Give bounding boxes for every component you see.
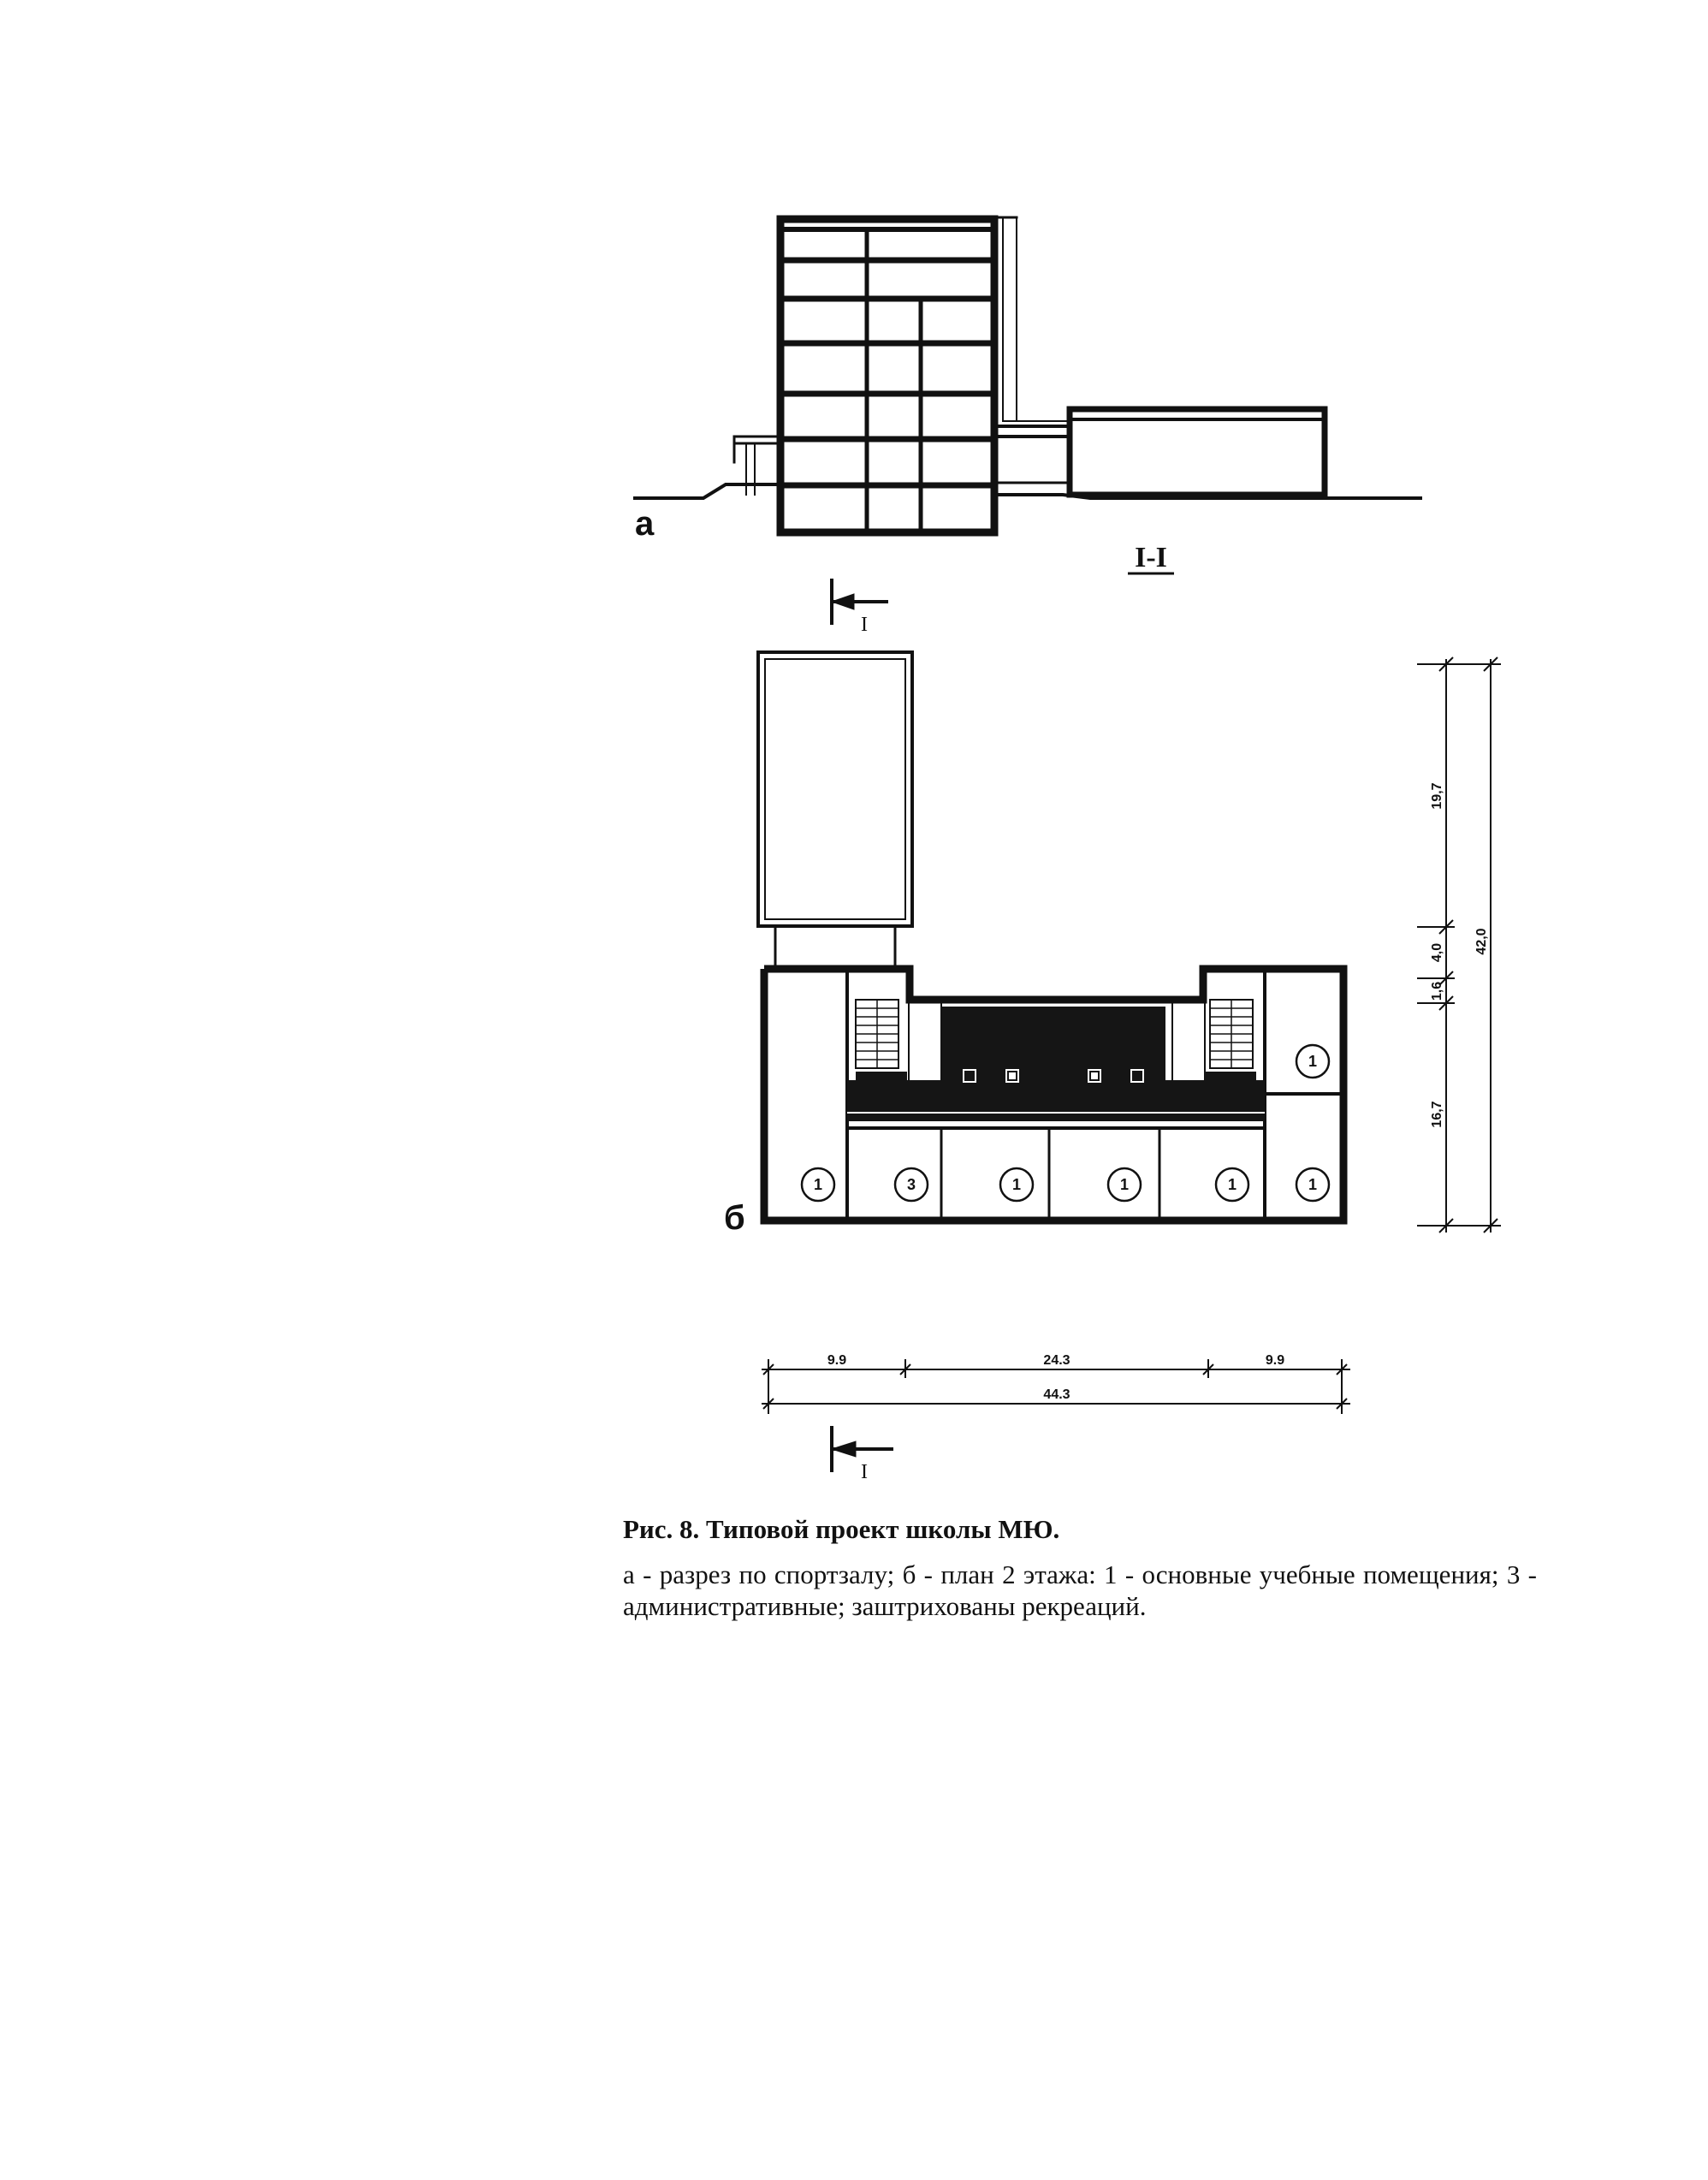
room-number-upper-right: 1 xyxy=(1308,1053,1318,1070)
cut-marker-bottom-label: I xyxy=(861,1461,868,1483)
room-number-bottom-4: 1 xyxy=(1119,1176,1130,1193)
floor-plan xyxy=(758,652,1343,1221)
dim-vertical-mid1: 4,0 xyxy=(1430,942,1444,963)
room-number-bottom-2: 3 xyxy=(906,1176,916,1193)
section-label: I-I xyxy=(1135,542,1167,573)
room-number-bottom-6: 1 xyxy=(1308,1176,1318,1193)
dim-vertical-bottom: 16,7 xyxy=(1430,1101,1444,1128)
dim-horizontal-right: 9.9 xyxy=(1265,1353,1285,1368)
dim-vertical-total: 42,0 xyxy=(1474,928,1489,955)
dim-vertical-top: 19,7 xyxy=(1430,782,1444,810)
figure-caption xyxy=(623,1513,1537,1623)
section-drawing xyxy=(635,217,1420,532)
caption-title: Рис. 8. Типовой проект школы МЮ. xyxy=(623,1514,1060,1544)
section-cut-marker-top xyxy=(832,579,888,625)
room-number-bottom-1: 1 xyxy=(813,1176,823,1193)
room-number-bottom-3: 1 xyxy=(1011,1176,1022,1193)
dim-horizontal-center: 24.3 xyxy=(1043,1353,1070,1368)
panel-a-letter: а xyxy=(635,505,655,543)
dim-horizontal-left: 9.9 xyxy=(827,1353,847,1368)
panel-b-letter: б xyxy=(724,1199,745,1237)
cut-marker-top-label: I xyxy=(861,614,868,636)
dim-horizontal-total: 44.3 xyxy=(1043,1387,1070,1402)
dim-vertical-mid2: 1,6 xyxy=(1430,981,1444,1001)
caption-body: а - разрез по спортзалу; б - план 2 этажа: 1 - основные учебные помещения; 3 - административные; заштрихованы рекреаций. xyxy=(623,1559,1537,1622)
room-number-bottom-5: 1 xyxy=(1227,1176,1237,1193)
recreation-hatched-area xyxy=(847,1007,1265,1121)
